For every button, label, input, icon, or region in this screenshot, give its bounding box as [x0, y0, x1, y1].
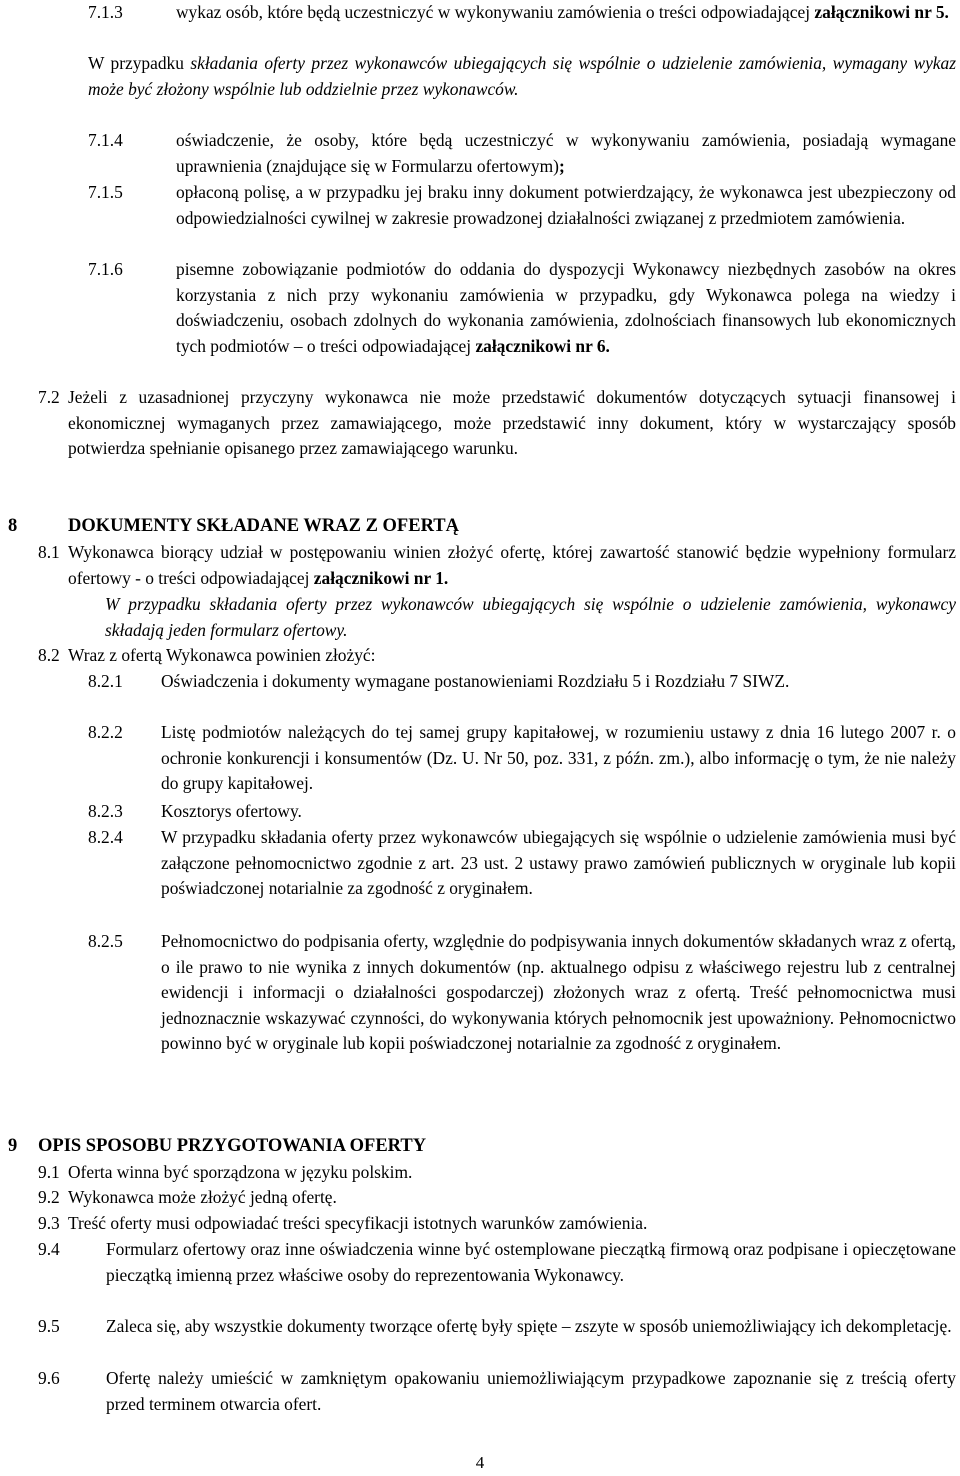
- section-8-heading: [0, 514, 956, 540]
- item-7-1-3-note: [88, 51, 956, 102]
- item-9-1: [0, 1160, 956, 1186]
- item-text: pisemne zobowiązanie podmiotów do oddania do dyspozycji Wykonawcy niezbędnych zasobów na okres korzystania z nich przy wykonaniu zamówienia w przypadku, gdy Wykonawca polega na wiedzy i doświadczeniu, osobach zdolnych do wykonania zamówienia, zdolnościach finansowych lub ekonomicznych tych podmiotów – o treści odpowiadającej: [176, 259, 956, 356]
- attachment-reference: załącznikowi nr 5.: [814, 2, 949, 22]
- item-7-1-4: [0, 128, 956, 179]
- item-text: Wraz z ofertą Wykonawca powinien złożyć:: [68, 645, 376, 665]
- item-8-2-1: [0, 669, 956, 695]
- item-text: Jeżeli z uzasadnionej przyczyny wykonawca nie może przedstawić dokumentów dotyczących sytuacji finansowej i ekonomicznej wymaganych przez zamawiającego, może przedstawić inny dokument, który w wystarczający sposób potwierdza spełnianie opisanego przez zamawiającego warunku.: [68, 387, 956, 459]
- item-text: Listę podmiotów należących do tej samej grupy kapitałowej, w rozumieniu ustawy z dnia 16 lutego 2007 r. o ochronie konkurencji i konsumentów (Dz. U. Nr 50, poz. 331, z późn. zm.), albo informację o tym, że nie należy do grupy kapitałowej.: [161, 722, 956, 794]
- item-8-2-2: [0, 720, 956, 797]
- note-lead: W przypadku: [88, 53, 191, 73]
- item-number: 9.4: [38, 1239, 60, 1259]
- item-text: Wykonawca biorący udział w postępowaniu winien złożyć ofertę, której zawartość stanowić będzie wypełniony formularz ofertowy - o treści odpowiadającej: [68, 542, 956, 588]
- item-number: 8.2.4: [88, 827, 123, 847]
- item-number: 7.2: [38, 387, 60, 407]
- item-number: 9.3: [38, 1213, 60, 1233]
- item-text: Pełnomocnictwo do podpisania oferty, względnie do podpisywania innych dokumentów składanych wraz z ofertą, o ile prawo to nie wynika z innych dokumentów (np. aktualnego odpisu z właściwego rejestru lub z centralnej ewidencji i informacji o działalności gospodarczej) złożonych wraz z ofertą. Treść pełnomocnictwa musi jednoznacznie wskazywać czynności, do wykonywania których pełnomocnik jest upoważniony. Pełnomocnictwo powinno być w oryginale lub kopii poświadczonej notarialnie za zgodność z oryginałem.: [161, 931, 956, 1054]
- item-text: Oświadczenia i dokumenty wymagane postanowieniami Rozdziału 5 i Rozdziału 7 SIWZ.: [161, 671, 790, 691]
- item-number: 8.2.5: [88, 931, 123, 951]
- item-number: 8.2.1: [88, 671, 123, 691]
- item-8-1: [0, 540, 956, 591]
- item-8-2: [0, 643, 956, 669]
- item-number: 8.2.3: [88, 801, 123, 821]
- page-number: 4: [475, 1453, 485, 1472]
- item-number: 9.6: [38, 1368, 60, 1388]
- item-number: 8.2: [38, 645, 60, 665]
- item-8-2-3: [0, 799, 956, 825]
- item-text: oświadczenie, że osoby, które będą uczestniczyć w wykonywaniu zamówienia, posiadają wymagane uprawnienia (znajdujące się w Formularzu ofertowym): [176, 130, 956, 176]
- item-number: 9.5: [38, 1316, 60, 1336]
- item-number: 8.2.2: [88, 722, 123, 742]
- item-text: wykaz osób, które będą uczestniczyć w wykonywaniu zamówienia o treści odpowiadającej: [176, 2, 815, 22]
- section-title: OPIS SPOSOBU PRZYGOTOWANIA OFERTY: [38, 1136, 427, 1156]
- item-7-1-5: [0, 180, 956, 231]
- item-text: Treść oferty musi odpowiadać treści specyfikacji istotnych warunków zamówienia.: [68, 1213, 648, 1233]
- note-text: składania oferty przez wykonawców ubiegających się wspólnie o udzielenie zamówienia, wymagany wykaz może być złożony wspólnie lub oddzielnie przez wykonawców.: [88, 53, 956, 99]
- item-number: 7.1.6: [88, 259, 123, 279]
- section-number: 9: [8, 1136, 18, 1156]
- item-text: Wykonawca może złożyć jedną ofertę.: [68, 1187, 337, 1207]
- item-punctuation: ;: [558, 155, 565, 176]
- item-9-3: [0, 1211, 956, 1237]
- section-number: 8: [8, 516, 18, 536]
- item-9-2: [0, 1185, 956, 1211]
- item-8-2-5: [0, 929, 956, 1057]
- item-text: Kosztorys ofertowy.: [161, 801, 302, 821]
- item-number: 7.1.3: [88, 2, 123, 22]
- item-7-1-3: [0, 0, 956, 26]
- item-8-1-note: W przypadku składania oferty przez wykonawców ubiegających się wspólnie o udzielenie zamówienia, wykonawcy składają jeden formularz ofertowy.: [105, 594, 956, 640]
- item-7-2: [0, 385, 956, 462]
- item-number: 7.1.5: [88, 182, 123, 202]
- attachment-reference: załącznikowi nr 1.: [313, 567, 449, 588]
- item-number: 7.1.4: [88, 130, 123, 150]
- item-text: Zaleca się, aby wszystkie dokumenty tworzące ofertę były spięte – zszyte w sposób uniemożliwiający ich dekompletację.: [106, 1316, 952, 1336]
- item-text: Oferta winna być sporządzona w języku polskim.: [68, 1162, 413, 1182]
- item-8-2-4: [0, 825, 956, 902]
- item-9-4: [0, 1237, 956, 1288]
- item-number: 8.1: [38, 542, 60, 562]
- item-text: Ofertę należy umieścić w zamkniętym opakowaniu uniemożliwiającym przypadkowe zapoznanie się z treścią oferty przed terminem otwarcia ofert.: [106, 1368, 956, 1414]
- item-text: Formularz ofertowy oraz inne oświadczenia winne być ostemplowane pieczątką firmową oraz podpisane i opieczętowane pieczątką imienną przez właściwe osoby do reprezentowania Wykonawcy.: [106, 1239, 956, 1285]
- item-9-6: [0, 1366, 956, 1417]
- section-9-heading: [0, 1134, 956, 1160]
- attachment-reference: załącznikowi nr 6.: [475, 335, 610, 356]
- item-7-1-6: [0, 257, 956, 359]
- section-title: DOKUMENTY SKŁADANE WRAZ Z OFERTĄ: [68, 516, 459, 536]
- item-text: opłaconą polisę, a w przypadku jej braku inny dokument potwierdzający, że wykonawca jest ubezpieczony od odpowiedzialności cywilnej w zakresie prowadzonej działalności związanej z przedmiotem zamówienia.: [176, 182, 956, 228]
- item-9-5: [0, 1314, 956, 1340]
- item-number: 9.1: [38, 1162, 60, 1182]
- item-number: 9.2: [38, 1187, 60, 1207]
- item-text: W przypadku składania oferty przez wykonawców ubiegających się wspólnie o udzielenie zamówienia musi być załączone pełnomocnictwo zgodnie z art. 23 ust. 2 ustawy prawo zamówień publicznych w oryginale lub kopii poświadczonej notarialnie za zgodność z oryginałem.: [161, 827, 956, 899]
